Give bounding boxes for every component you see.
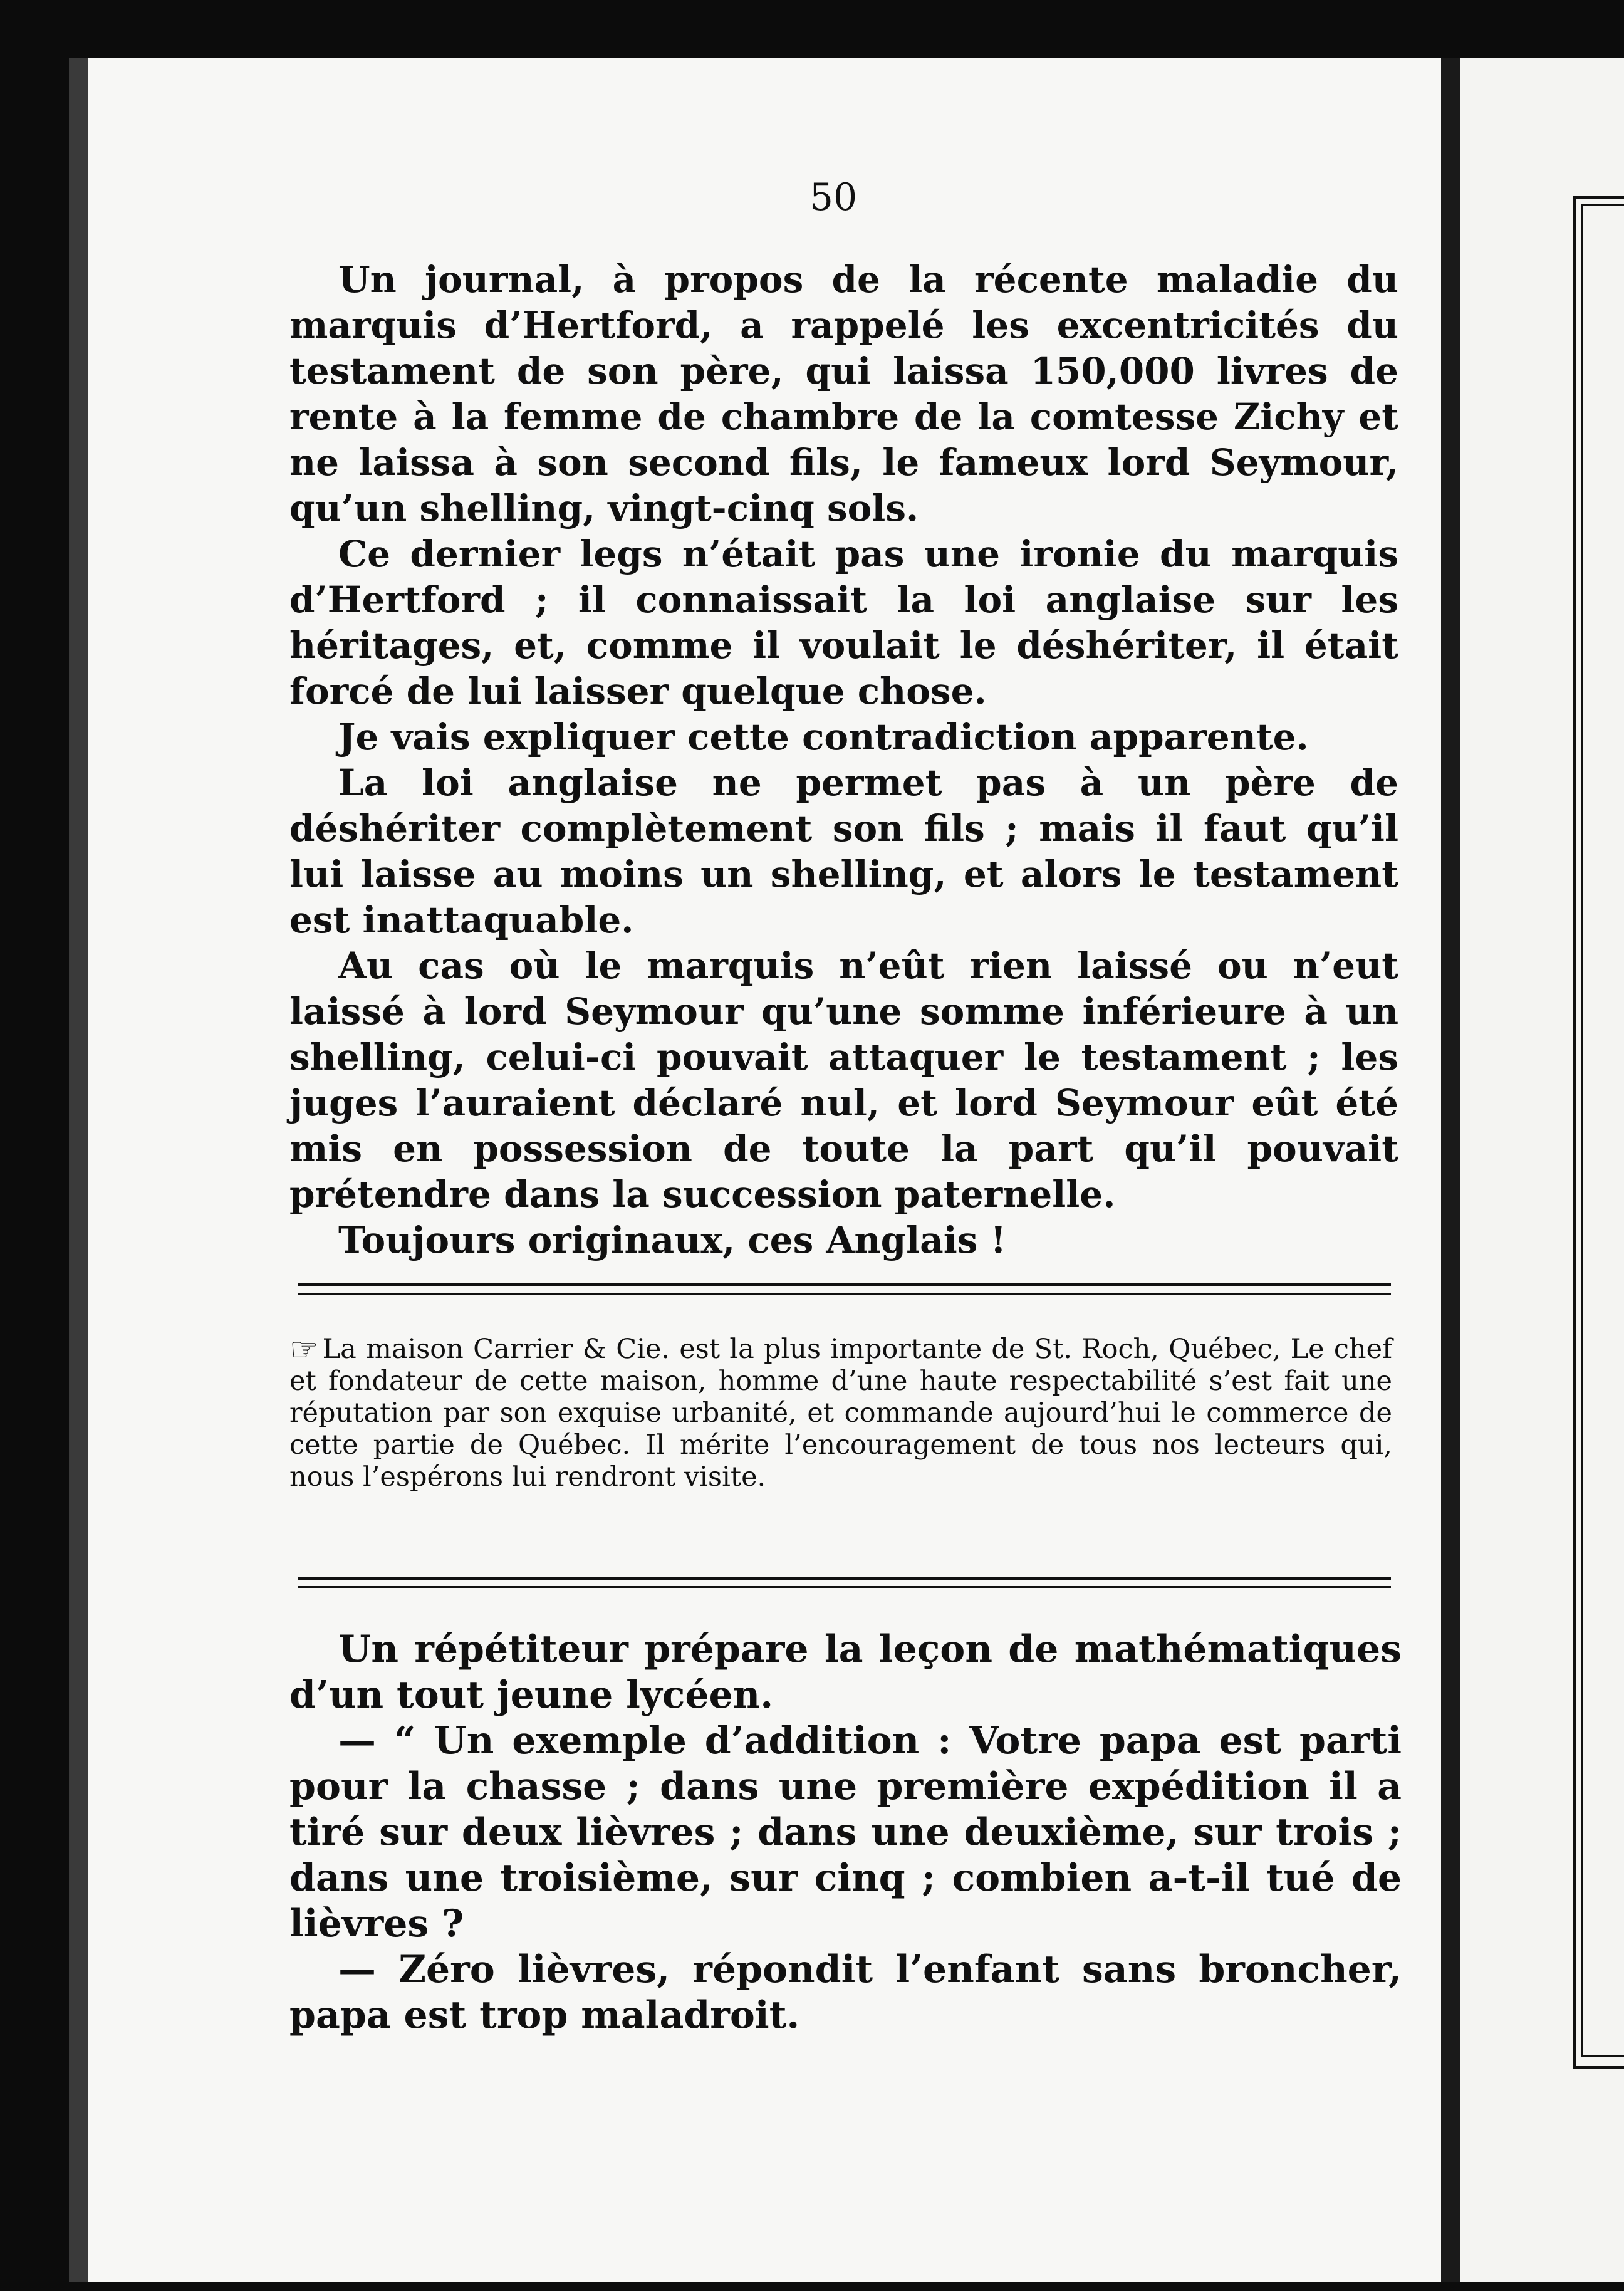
adjacent-page-frame-inner (1581, 204, 1624, 2057)
advertisement-text: La maison Carrier & Cie. est la plus importante de St. Roch, Québec, Le chef et fondateur de cette maison, homme d’une haute respectabilité s’est fait une réputation par son exquise urbanité, et commande aujourd’hui le commerce de cette partie de Québec. Il mérite l’encouragement de tous nos lecteurs qui, nous l’espérons lui rendront visite. (289, 1333, 1392, 1493)
anecdote-paragraph: — Zéro lièvres, répondit l’enfant sans broncher, papa est trop maladroit. (289, 1948, 1402, 2037)
article-paragraph: Je vais expliquer cette contradiction apparente. (338, 716, 1309, 758)
anecdote-paragraph: Un répétiteur prépare la leçon de mathématiques d’un tout jeune lycéen. (289, 1627, 1402, 1717)
article-text (289, 257, 1398, 1263)
article-paragraph: Toujours originaux, ces Anglais ! (338, 1219, 1007, 1261)
article-paragraph: La loi anglaise ne permet pas à un père de déshériter complètement son fils ; mais il faut qu’il lui laisse au moins un shelling, et alors le testament est inattaquable. (289, 761, 1398, 941)
double-rule-divider (298, 1283, 1391, 1295)
pointing-hand-icon: ☞ (289, 1331, 319, 1369)
anecdote-paragraph: — “ Un exemple d’addition : Votre papa est parti pour la chasse ; dans une première expédition il a tiré sur deux lièvres ; dans une deuxième, sur trois ; dans une troisième, sur cinq ; combien a-t-il tué de lièvres ? (289, 1719, 1402, 1946)
double-rule-divider (298, 1577, 1391, 1588)
advertisement-notice (289, 1333, 1392, 1493)
article-paragraph: Ce dernier legs n’était pas une ironie du marquis d’Hertford ; il connaissait la loi anglaise sur les héritages, et, comme il voulait le déshériter, il était forcé de lui laisser quelque chose. (289, 533, 1398, 712)
page-gutter (1441, 58, 1460, 2282)
article-paragraph: Un journal, à propos de la récente maladie du marquis d’Hertford, a rappelé les excentricités du testament de son père, qui laissa 150,000 livres de rente à la femme de chambre de la comtesse Zichy et ne laissa à son second fils, le fameux lord Seymour, qu’un shelling, vingt-cinq sols. (289, 258, 1398, 530)
anecdote-text (289, 1627, 1402, 2038)
adjacent-page-edge (1460, 58, 1624, 2282)
article-paragraph: Au cas où le marquis n’eût rien laissé ou n’eut laissé à lord Seymour qu’une somme inférieure à un shelling, celui-ci pouvait attaquer le testament ; les juges l’auraient déclaré nul, et lord Seymour eût été mis en possession de toute la part qu’il pouvait prétendre dans la succession paternelle. (289, 944, 1398, 1216)
page-number: 50 (809, 175, 858, 219)
